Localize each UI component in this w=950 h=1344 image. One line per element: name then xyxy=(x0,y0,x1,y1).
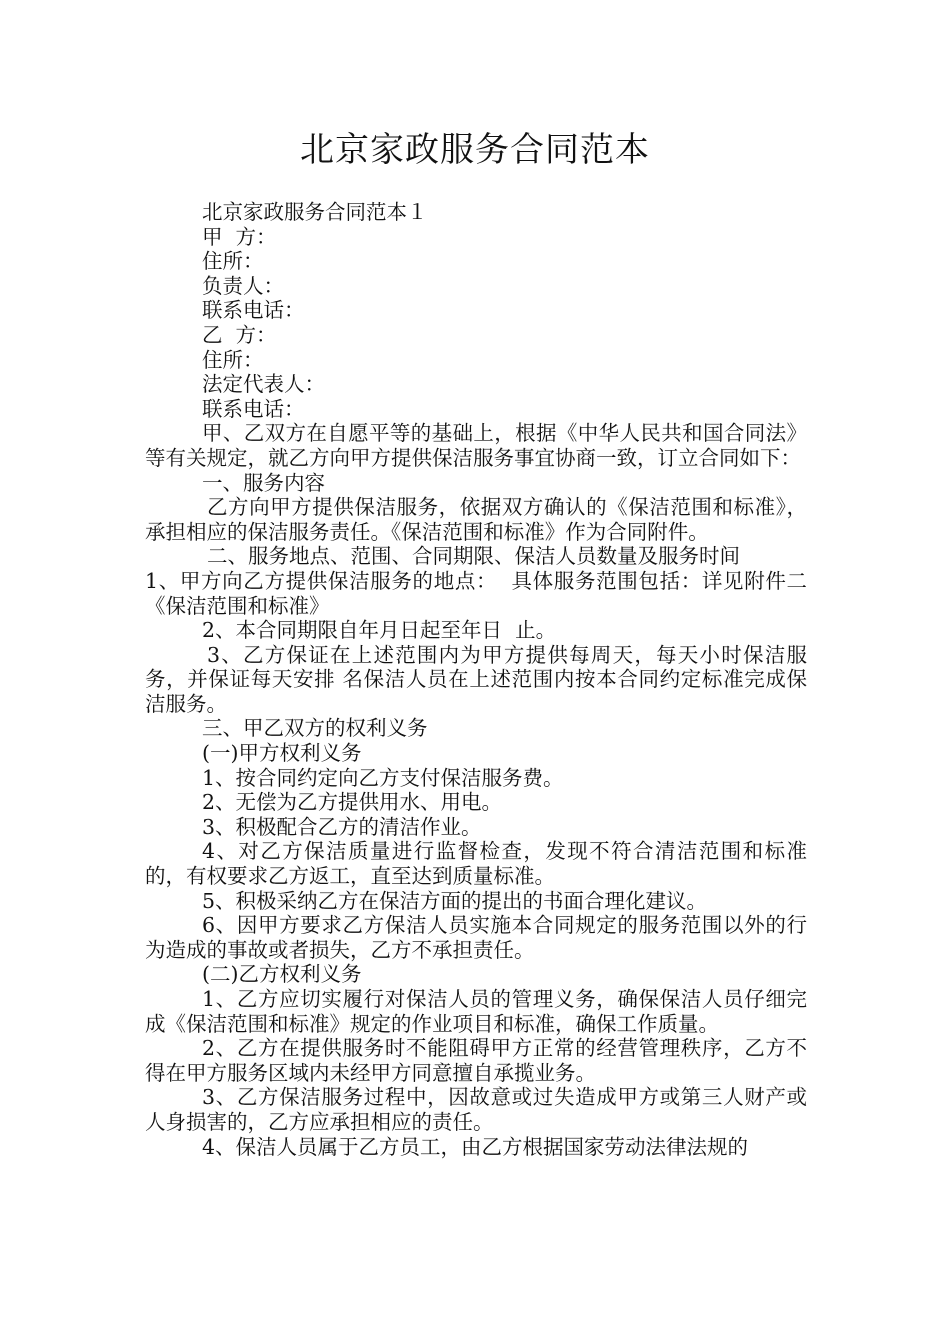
paragraph: 3、乙方保证在上述范围内为甲方提供每周天，每天小时保洁服务，并保证每天安排 名保洁人员在上述范围内按本合同约定标准完成保洁服务。 xyxy=(145,642,807,716)
paragraph: 3、积极配合乙方的清洁作业。 xyxy=(202,814,482,839)
paragraph: 1、按合同约定向乙方支付保洁服务费。 xyxy=(202,765,564,790)
paragraph: 一、服务内容 xyxy=(202,470,325,495)
paragraph: 联系电话： xyxy=(202,298,305,323)
paragraph: 二、服务地点、范围、合同期限、保洁人员数量及服务时间 xyxy=(207,544,740,569)
paragraph: 住所： xyxy=(202,249,264,274)
paragraph: 法定代表人： xyxy=(202,372,325,397)
paragraph: (一)甲方权利义务 xyxy=(202,741,362,766)
paragraph: 5、积极采纳乙方在保洁方面的提出的书面合理化建议。 xyxy=(202,888,708,913)
paragraph: 1、甲方向乙方提供保洁服务的地点： 具体服务范围包括：详见附件二《保洁范围和标准》 xyxy=(145,568,807,618)
paragraph: 三、甲乙双方的权利义务 xyxy=(202,716,428,741)
document-body xyxy=(145,200,807,1159)
paragraph: 乙 方： xyxy=(202,322,277,347)
paragraph: 4、对乙方保洁质量进行监督检查，发现不符合清洁范围和标准的，有权要求乙方返工，直至达到质量标准。 xyxy=(145,839,807,889)
paragraph: 2、本合同期限自年月日起至年日 止。 xyxy=(202,618,557,643)
paragraph: 6、因甲方要求乙方保洁人员实施本合同规定的服务范围以外的行为造成的事故或者损失，乙方不承担责任。 xyxy=(145,913,807,962)
paragraph: 联系电话： xyxy=(202,396,305,421)
paragraph: 北京家政服务合同范本１ xyxy=(202,200,428,224)
paragraph: 甲、乙双方在自愿平等的基础上，根据《中华人民共和国合同法》等有关规定，就乙方向甲方提供保洁服务事宜协商一致，订立合同如下： xyxy=(145,421,807,470)
paragraph: 3、乙方保洁服务过程中，因故意或过失造成甲方或第三人财产或人身损害的，乙方应承担相应的责任。 xyxy=(145,1085,807,1134)
paragraph: 甲 方： xyxy=(202,224,277,249)
paragraph: 4、保洁人员属于乙方员工，由乙方根据国家劳动法律法规的 xyxy=(202,1134,749,1159)
paragraph: 2、乙方在提供服务时不能阻碍甲方正常的经营管理秩序，乙方不得在甲方服务区域内未经甲方同意擅自承揽业务。 xyxy=(145,1036,807,1085)
paragraph: 乙方向甲方提供保洁服务，依据双方确认的《保洁范围和标准》，承担相应的保洁服务责任。《保洁范围和标准》作为合同附件。 xyxy=(145,495,807,544)
paragraph: 负责人： xyxy=(202,273,284,298)
document-title: 北京家政服务合同范本 xyxy=(300,130,650,170)
paragraph: 1、乙方应切实履行对保洁人员的管理义务，确保保洁人员仔细完成《保洁范围和标准》规定的作业项目和标准，确保工作质量。 xyxy=(145,987,807,1036)
paragraph: 住所： xyxy=(202,347,264,372)
paragraph: 2、无偿为乙方提供用水、用电。 xyxy=(202,790,503,815)
paragraph: (二)乙方权利义务 xyxy=(202,962,362,987)
